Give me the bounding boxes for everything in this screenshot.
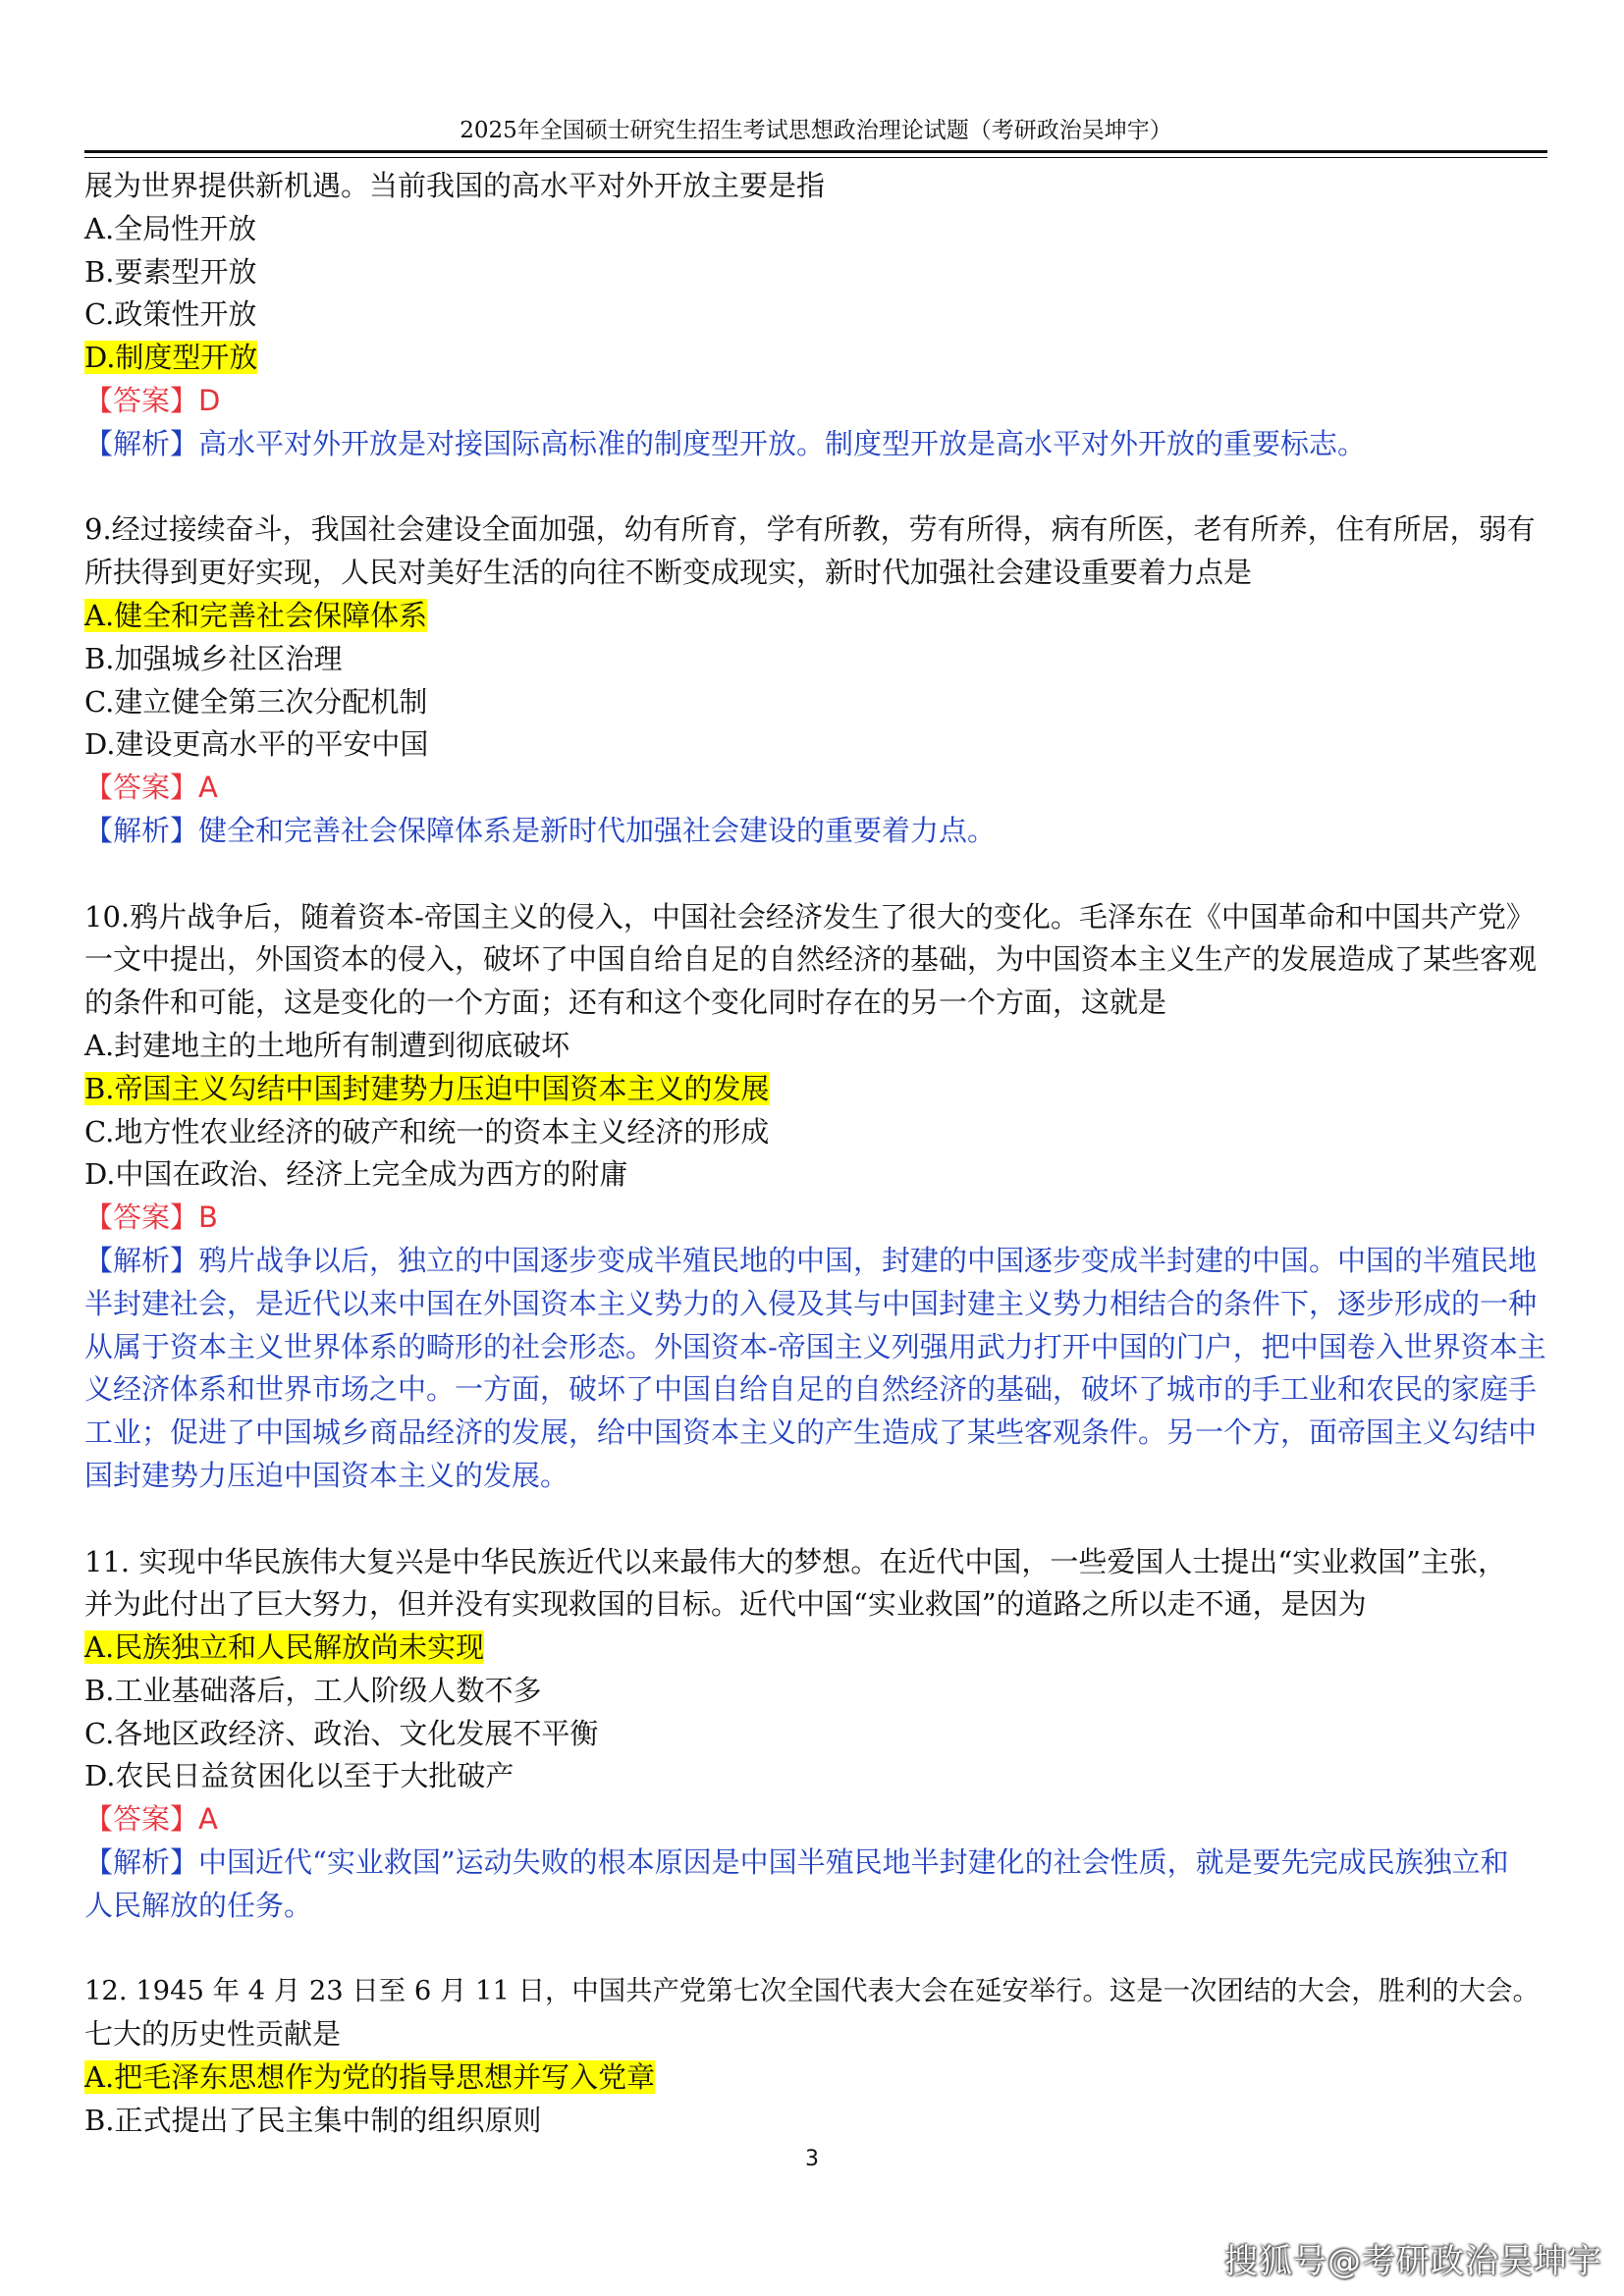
question-gap	[84, 1928, 1547, 1971]
explanation-text: 鸦片战争以后，独立的中国逐步变成半殖民地的中国，封建的中国逐步变成半封建的中国。中国的半殖民地	[198, 1243, 1538, 1277]
question-block	[84, 1541, 1547, 1928]
question-stem-line: 一文中提出，外国资本的侵入，破坏了中国自给自足的自然经济的基础，为中国资本主义生产的发展造成了某些客观	[84, 942, 1538, 977]
explanation-text: 工业；促进了中国城乡商品经济的发展，给中国资本主义的产生造成了某些客观条件。另一个方，面帝国主义勾结中	[84, 1415, 1538, 1450]
answer-tag: 【答案】	[84, 1201, 199, 1235]
question-block	[84, 508, 1547, 852]
option-b: B.工业基础落后，工人阶级人数不多	[84, 1673, 542, 1707]
explanation-text: 半封建社会，是近代以来中国在外国资本主义势力的入侵及其与中国封建主义势力相结合的条件下，逐步形成的一种	[84, 1286, 1538, 1320]
explanation-tag: 【解析】	[84, 426, 199, 460]
question-gap	[84, 853, 1547, 896]
option-a: A.封建地主的土地所有制遭到彻底破坏	[84, 1028, 570, 1062]
explanation-line	[84, 1455, 1547, 1498]
option-c: C.各地区政经济、政治、文化发展不平衡	[84, 1716, 599, 1750]
option-c: C.建立健全第三次分配机制	[84, 684, 428, 719]
explanation-line	[84, 1240, 1547, 1283]
answer-value: B	[198, 1201, 218, 1235]
option-b: B.正式提出了民主集中制的组织原则	[84, 2103, 542, 2137]
option-d: D.农民日益贫困化以至于大批破产	[84, 1759, 514, 1793]
explanation-text: 从属于资本主义世界体系的畸形的社会形态。外国资本-帝国主义列强用武力打开中国的门户，把中国卷入世界资本主	[84, 1329, 1546, 1363]
explanation-line	[84, 1885, 1547, 1928]
question-stem-line: 11. 实现中华民族伟大复兴是中华民族近代以来最伟大的梦想。在近代中国，一些爱国人士提出“实业救国”主张，	[84, 1544, 1506, 1578]
explanation-text: 健全和完善社会保障体系是新时代加强社会建设的重要着力点。	[198, 813, 997, 847]
question-stem-line: 10.鸦片战争后，随着资本-帝国主义的侵入，中国社会经济发生了很大的变化。毛泽东在《中国革命和中国共产党》	[84, 899, 1535, 934]
answer-tag: 【答案】	[84, 1802, 199, 1837]
question-block	[84, 1970, 1547, 2142]
option-d: D.建设更高水平的平安中国	[84, 727, 429, 762]
option-b: B.要素型开放	[84, 254, 257, 289]
answer-value: D	[198, 383, 221, 417]
option-a: A.全局性开放	[84, 211, 257, 245]
question-stem-line: 展为世界提供新机遇。当前我国的高水平对外开放主要是指	[84, 169, 826, 202]
option-d: D.中国在政治、经济上完全成为西方的附庸	[84, 1157, 628, 1192]
page-number: 3	[805, 2147, 819, 2171]
explanation-line	[84, 1326, 1547, 1369]
page-header: 2025年全国硕士研究生招生考试思想政治理论试题（考研政治吴坤宇）	[460, 118, 1172, 143]
question-stem-line: 的条件和可能，这是变化的一个方面；还有和这个变化同时存在的另一个方面，这就是	[84, 986, 1167, 1020]
question-stem-line: 并为此付出了巨大努力，但并没有实现救国的目标。近代中国“实业救国”的道路之所以走不通，是因为	[84, 1587, 1367, 1622]
explanation-line	[84, 1368, 1547, 1412]
question-stem-line: 9.经过接续奋斗，我国社会建设全面加强，幼有所育，学有所教，劳有所得，病有所医，老有所养，住有所居，弱有	[84, 512, 1536, 547]
explanation-line	[84, 1412, 1547, 1455]
question-gap	[84, 466, 1547, 509]
question-stem-line: 12. 1945 年 4 月 23 日至 6 月 11 日，中国共产党第七次全国代表大会在延安举行。这是一次团结的大会，胜利的大会。	[84, 1976, 1540, 2007]
watermark: 搜狐号@考研政治吴坤宇	[1224, 2242, 1602, 2281]
document-body	[84, 165, 1547, 2143]
answer-value: A	[198, 771, 218, 805]
explanation-line	[84, 1283, 1547, 1326]
explanation-text: 义经济体系和世界市场之中。一方面，破坏了中国自给自足的自然经济的基础，破坏了城市的手工业和农民的家庭手	[84, 1372, 1538, 1407]
header-rule-thick	[84, 150, 1547, 153]
question-list	[84, 466, 1547, 2143]
answer-tag: 【答案】	[84, 383, 199, 417]
option-c: C.政策性开放	[84, 297, 257, 332]
option-c: C.地方性农业经济的破产和统一的资本主义经济的形成	[84, 1114, 770, 1148]
explanation-tag: 【解析】	[84, 813, 199, 847]
explanation-text: 人民解放的任务。	[84, 1888, 313, 1922]
explanation-text: 国封建势力压迫中国资本主义的发展。	[84, 1458, 569, 1492]
explanation-text: 中国近代“实业救国”运动失败的根本原因是中国半殖民地半封建化的社会性质，就是要先完成民族独立和	[198, 1845, 1509, 1880]
question-stem-line: 所扶得到更好实现，人民对美好生活的向往不断变成现实，新时代加强社会建设重要着力点是	[84, 556, 1253, 590]
explanation-tag: 【解析】	[84, 1243, 199, 1277]
explanation-line	[84, 1842, 1547, 1885]
option-a-highlighted: A.民族独立和人民解放尚未实现	[84, 1630, 485, 1665]
option-b-highlighted: B.帝国主义勾结中国封建势力压迫中国资本主义的发展	[84, 1071, 770, 1105]
question-gap	[84, 1498, 1547, 1541]
option-a-highlighted: A.把毛泽东思想作为党的指导思想并写入党章	[84, 2060, 656, 2095]
explanation-tag: 【解析】	[84, 1845, 199, 1880]
explanation-line	[84, 810, 1547, 853]
question-stem-line: 七大的历史性贡献是	[84, 2017, 342, 2052]
answer-tag: 【答案】	[84, 771, 199, 805]
option-d-highlighted: D.制度型开放	[84, 341, 258, 375]
question-block	[84, 896, 1547, 1498]
option-a-highlighted: A.健全和完善社会保障体系	[84, 598, 428, 632]
option-b: B.加强城乡社区治理	[84, 641, 343, 675]
question-8-continuation	[84, 165, 1547, 466]
explanation-text: 高水平对外开放是对接国际高标准的制度型开放。制度型开放是高水平对外开放的重要标志。	[198, 426, 1367, 460]
answer-value: A	[198, 1802, 218, 1837]
header-rule-thin	[84, 157, 1547, 158]
